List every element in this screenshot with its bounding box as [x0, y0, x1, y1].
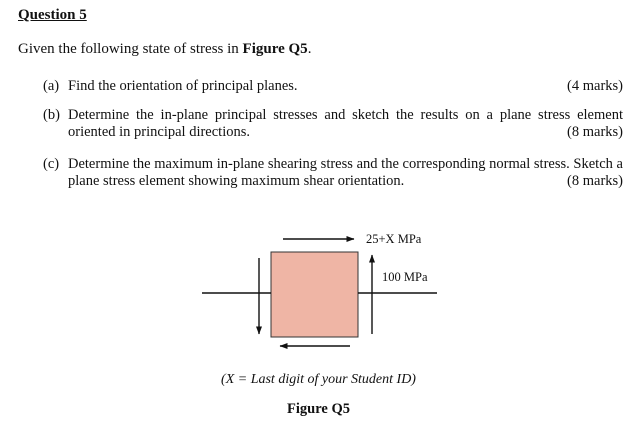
part-a-label: (a) — [43, 78, 60, 94]
part-a-line-1: Find the orientation of principal planes. — [68, 78, 298, 94]
part-b-line-1: Determine the in-plane principal stresses and sketch the results on a plane stress element — [68, 107, 623, 123]
figure-caption: (X = Last digit of your Student ID) — [221, 372, 416, 387]
intro-lead: Given the following state of stress in — [18, 41, 243, 57]
part-c-marks: (8 marks) — [567, 173, 623, 189]
part-c-line-1: Determine the maximum in-plane shearing stress and the corresponding normal stress. Sketch a — [68, 156, 623, 172]
part-c-label: (c) — [43, 156, 60, 172]
stress-element-square — [271, 252, 358, 337]
shear-stress-label: 100 MPa — [382, 270, 428, 284]
part-a-marks: (4 marks) — [567, 78, 623, 94]
part-b-label: (b) — [43, 107, 60, 123]
intro-end: . — [307, 41, 312, 57]
figure-title: Figure Q5 — [287, 401, 350, 417]
question-title: Question 5 — [18, 7, 87, 23]
part-b-line-2: oriented in principal directions. — [68, 124, 251, 140]
part-b-marks: (8 marks) — [567, 124, 623, 140]
part-c-line-2: plane stress element showing maximum shear orientation. — [68, 173, 405, 189]
figure-reference: Figure Q5 — [242, 41, 308, 57]
normal-stress-label: 25+X MPa — [366, 232, 422, 246]
